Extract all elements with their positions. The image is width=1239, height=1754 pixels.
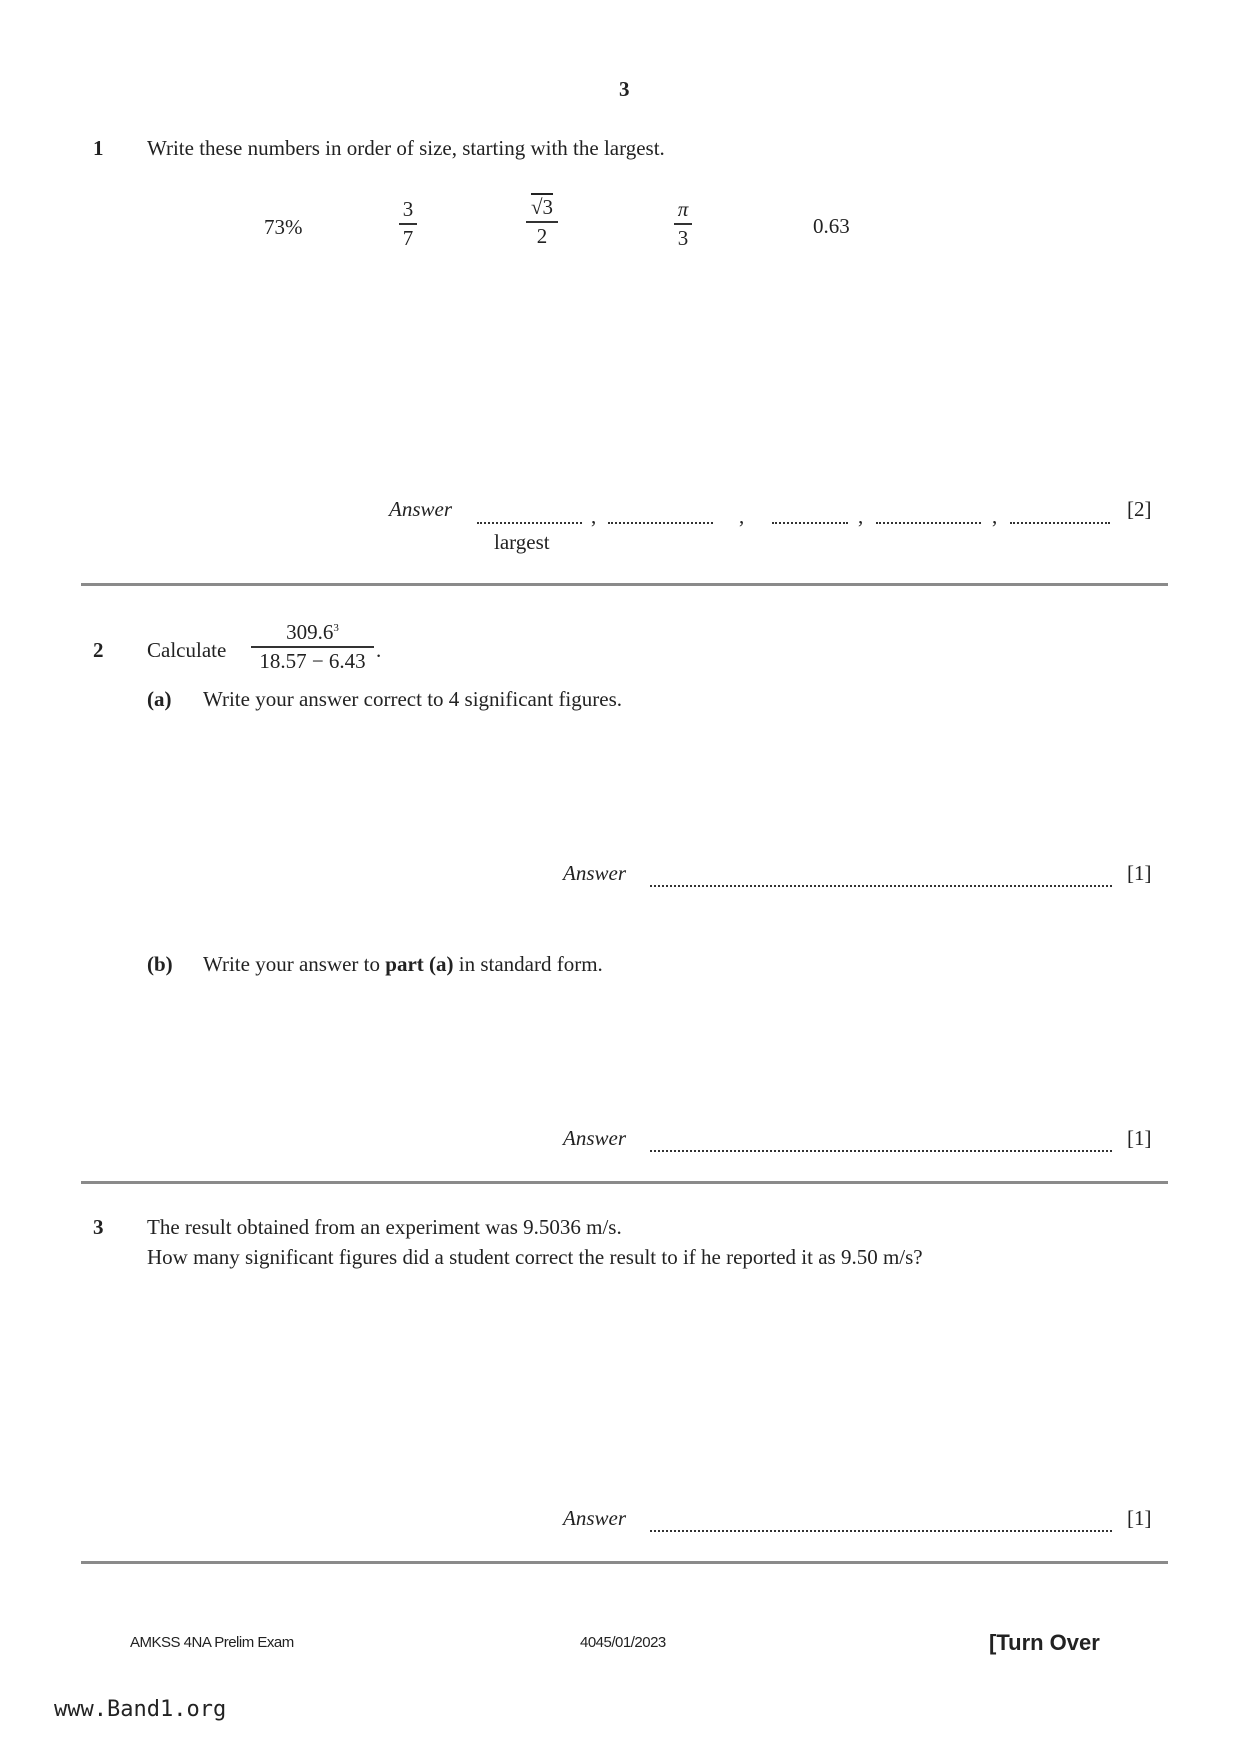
question-3-line-2: How many significant figures did a student correct the result to if he reported it as 9.50 m/s? [147, 1245, 923, 1269]
question-2-number: 2 [93, 638, 104, 662]
denominator: 2 [536, 223, 548, 248]
numerator: √3 [530, 195, 554, 219]
denominator: 18.57 − 6.43 [259, 648, 366, 673]
question-2-text: Calculate [147, 638, 227, 662]
footer-exam-name: AMKSS 4NA Prelim Exam [130, 1634, 294, 1651]
separator: , [739, 504, 745, 528]
fraction-pi-3 [674, 199, 692, 249]
question-3-line-1: The result obtained from an experiment was 9.5036 m/s. [147, 1215, 622, 1239]
numerator: 3 [402, 197, 414, 221]
part-a-text: Write your answer correct to 4 significant figures. [203, 687, 623, 711]
answer-blank-2a[interactable] [650, 885, 1112, 887]
fraction-3-7 [399, 199, 417, 249]
answer-label: Answer [563, 1506, 626, 1530]
exponent: 3 [333, 622, 339, 634]
number-0-63: 0.63 [813, 214, 850, 238]
page-number: 3 [619, 77, 630, 101]
marks: [1] [1127, 1506, 1152, 1530]
separator: , [992, 504, 998, 528]
calculation-fraction [251, 622, 374, 672]
separator: , [591, 504, 597, 528]
marks: [1] [1127, 861, 1152, 885]
answer-blank-3[interactable] [650, 1530, 1112, 1532]
largest-label: largest [494, 530, 550, 554]
answer-blank-2[interactable] [608, 522, 713, 524]
numerator: π [677, 197, 689, 221]
answer-blank-5[interactable] [1010, 522, 1110, 524]
question-3-number: 3 [93, 1215, 104, 1239]
denominator: 3 [677, 225, 689, 250]
answer-blank-3[interactable] [772, 522, 848, 524]
separator: , [858, 504, 864, 528]
denominator: 7 [402, 225, 414, 250]
text: Write your answer to [203, 952, 386, 976]
answer-blank-4[interactable] [876, 522, 981, 524]
answer-label: Answer [389, 497, 452, 521]
fraction-root3-2 [526, 197, 558, 247]
marks: [1] [1127, 1126, 1152, 1150]
part-b-text [203, 954, 603, 975]
turn-over-label: [Turn Over [989, 1630, 1100, 1655]
numerator: 309.6 [286, 620, 334, 644]
watermark: www.Band1.org [54, 1697, 227, 1722]
answer-label: Answer [563, 1126, 626, 1150]
divider [81, 583, 1168, 586]
text: in standard form. [453, 952, 603, 976]
number-73-percent: 73% [264, 215, 303, 239]
question-1-text: Write these numbers in order of size, starting with the largest. [147, 136, 665, 160]
part-b-label: (b) [147, 952, 173, 976]
part-a-label: (a) [147, 687, 172, 711]
bold-text: part (a) [385, 952, 454, 976]
question-1-number: 1 [93, 136, 104, 160]
period: . [376, 638, 382, 662]
divider [81, 1561, 1168, 1564]
footer-paper-code: 4045/01/2023 [580, 1634, 666, 1651]
answer-blank-1[interactable] [477, 522, 582, 524]
answer-blank-2b[interactable] [650, 1150, 1112, 1152]
divider [81, 1181, 1168, 1184]
answer-label: Answer [563, 861, 626, 885]
marks: [2] [1127, 497, 1152, 521]
